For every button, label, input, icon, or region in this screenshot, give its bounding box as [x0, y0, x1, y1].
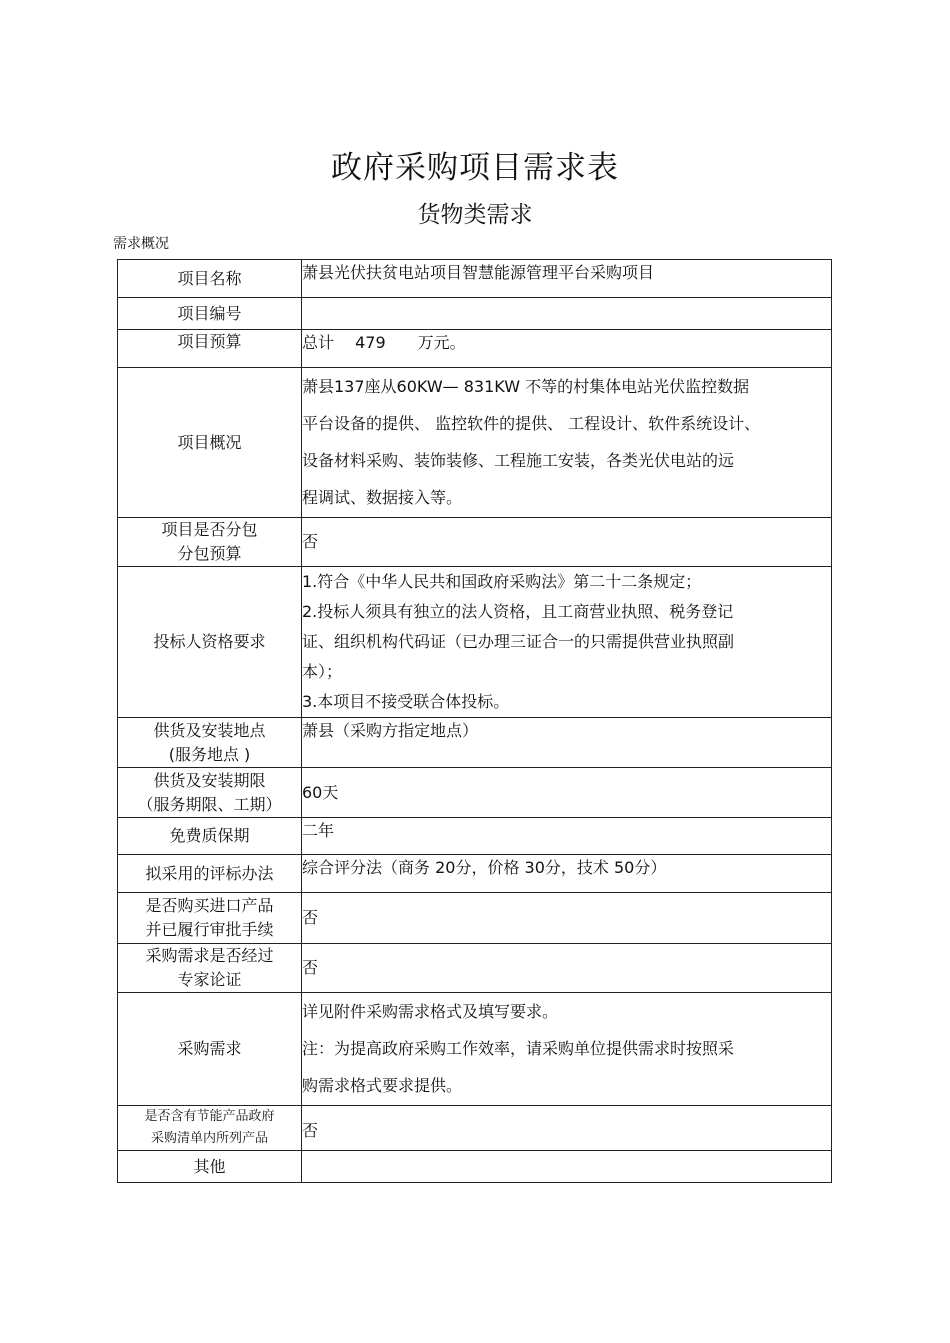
row-label-line: 项目编号: [177, 303, 242, 323]
row-value: [302, 718, 832, 768]
row-label-line: 其他: [193, 1156, 226, 1176]
row-value-line: 否: [302, 958, 319, 977]
row-value-line: 证、组织机构代码证（已办理三证合一的只需提供营业执照副: [302, 632, 735, 651]
row-value-line: 否: [302, 532, 319, 551]
row-label-line: 项目是否分包: [161, 520, 258, 539]
row-label-line: 并已履行审批手续: [145, 920, 274, 939]
row-value: [302, 298, 832, 330]
row-value-line: 程调试、数据接入等。: [302, 488, 463, 507]
row-value: [302, 768, 832, 818]
row-label: [118, 1151, 302, 1183]
row-value-line: 二年: [302, 821, 335, 840]
row-value: [302, 893, 832, 944]
table-row-energy-saving-products: [118, 1106, 832, 1151]
row-value: [302, 818, 832, 855]
row-label: [118, 818, 302, 855]
row-label: [118, 330, 302, 368]
row-value: [302, 1106, 832, 1151]
row-label-line: 供货及安装地点: [153, 720, 266, 740]
row-label: [118, 298, 302, 330]
row-label-line: 分包预算: [177, 544, 242, 563]
table-row-evaluation-method: [118, 855, 832, 893]
table-row-project-budget: [118, 330, 832, 368]
row-label: [118, 893, 302, 944]
row-value-line: 综合评分法（商务 20分，价格 30分，技术 50分）: [302, 858, 667, 877]
row-value: [302, 567, 832, 718]
row-label-line: 采购需求是否经过: [145, 946, 274, 965]
row-label: [118, 768, 302, 818]
row-label-line: 项目概况: [177, 432, 242, 452]
table-row-project-number: [118, 298, 832, 330]
row-label-line: 拟采用的评标办法: [145, 863, 274, 883]
row-label-line: 项目预算: [177, 332, 242, 351]
row-label: [118, 567, 302, 718]
row-label: [118, 993, 302, 1106]
row-label-line: 项目名称: [177, 268, 242, 288]
row-label-line: 供货及安装期限: [153, 770, 266, 790]
row-value-line: 详见附件采购需求格式及填写要求。: [302, 1002, 559, 1021]
row-value-line: 购需求格式要求提供。: [302, 1076, 463, 1095]
row-value-line: 萧县光伏扶贫电站项目智慧能源管理平台采购项目: [302, 263, 655, 282]
row-label: [118, 368, 302, 518]
row-value-line: 注：为提高政府采购工作效率，请采购单位提供需求时按照采: [302, 1039, 735, 1058]
row-label-line: 采购清单内所列产品: [150, 1131, 268, 1146]
row-value-line: 2.投标人须具有独立的法人资格，且工商营业执照、税务登记: [302, 602, 734, 621]
row-label-line: 免费质保期: [169, 826, 250, 845]
row-value-line: 平台设备的提供、 监控软件的提供、 工程设计、软件系统设计、: [302, 414, 761, 433]
row-label-line: （服务期限、工期）: [137, 794, 282, 814]
table-row-expert-review: [118, 944, 832, 993]
requirements-table: [117, 259, 832, 1183]
row-value-line: 3.本项目不接受联合体投标。: [302, 692, 510, 711]
row-label: [118, 718, 302, 768]
section-label: 需求概况: [113, 236, 169, 252]
row-value-line: 60天: [302, 782, 339, 802]
row-value: [302, 944, 832, 993]
row-label: [118, 518, 302, 567]
row-value-line: 否: [302, 908, 319, 927]
row-label: [118, 855, 302, 893]
row-value: [302, 1151, 832, 1183]
row-value: [302, 855, 832, 893]
table-row-delivery-location: [118, 718, 832, 768]
page-title: 政府采购项目需求表: [331, 150, 619, 186]
row-label-line: 采购需求: [177, 1039, 242, 1058]
page-subtitle: 货物类需求: [417, 202, 533, 228]
table-row-project-name: [118, 260, 832, 298]
row-label-line: 专家论证: [177, 970, 242, 989]
row-value-line: 总计 479 万元。: [302, 333, 466, 352]
row-value: [302, 993, 832, 1106]
row-label: [118, 944, 302, 993]
row-value-line: 萧县137座从60KW— 831KW 不等的村集体电站光伏监控数据: [302, 377, 750, 396]
table-row-subcontract: [118, 518, 832, 567]
row-value-line: 1.符合《中华人民共和国政府采购法》第二十二条规定；: [302, 572, 702, 591]
table-row-project-overview: [118, 368, 832, 518]
table-row-delivery-period: [118, 768, 832, 818]
table-row-procurement-requirements: [118, 993, 832, 1106]
table-row-bidder-qualifications: [118, 567, 832, 718]
row-value-line: 否: [302, 1121, 319, 1140]
row-value-line: 本）；: [302, 662, 343, 681]
row-value: [302, 260, 832, 298]
row-label: [118, 1106, 302, 1151]
row-label-line: 是否购买进口产品: [145, 896, 274, 915]
row-value: [302, 368, 832, 518]
row-value-line: 萧县（采购方指定地点）: [302, 721, 479, 740]
row-label-line: 投标人资格要求: [153, 632, 266, 651]
row-label-line: 是否含有节能产品政府: [144, 1109, 275, 1124]
row-label: [118, 260, 302, 298]
table-row-other: [118, 1151, 832, 1183]
row-value-line: 设备材料采购、装饰装修、工程施工安装，各类光伏电站的远: [302, 451, 735, 470]
table-row-warranty: [118, 818, 832, 855]
table-row-imported-products: [118, 893, 832, 944]
row-value: [302, 330, 832, 368]
row-value: [302, 518, 832, 567]
row-label-line: (服务地点 ): [168, 744, 251, 764]
